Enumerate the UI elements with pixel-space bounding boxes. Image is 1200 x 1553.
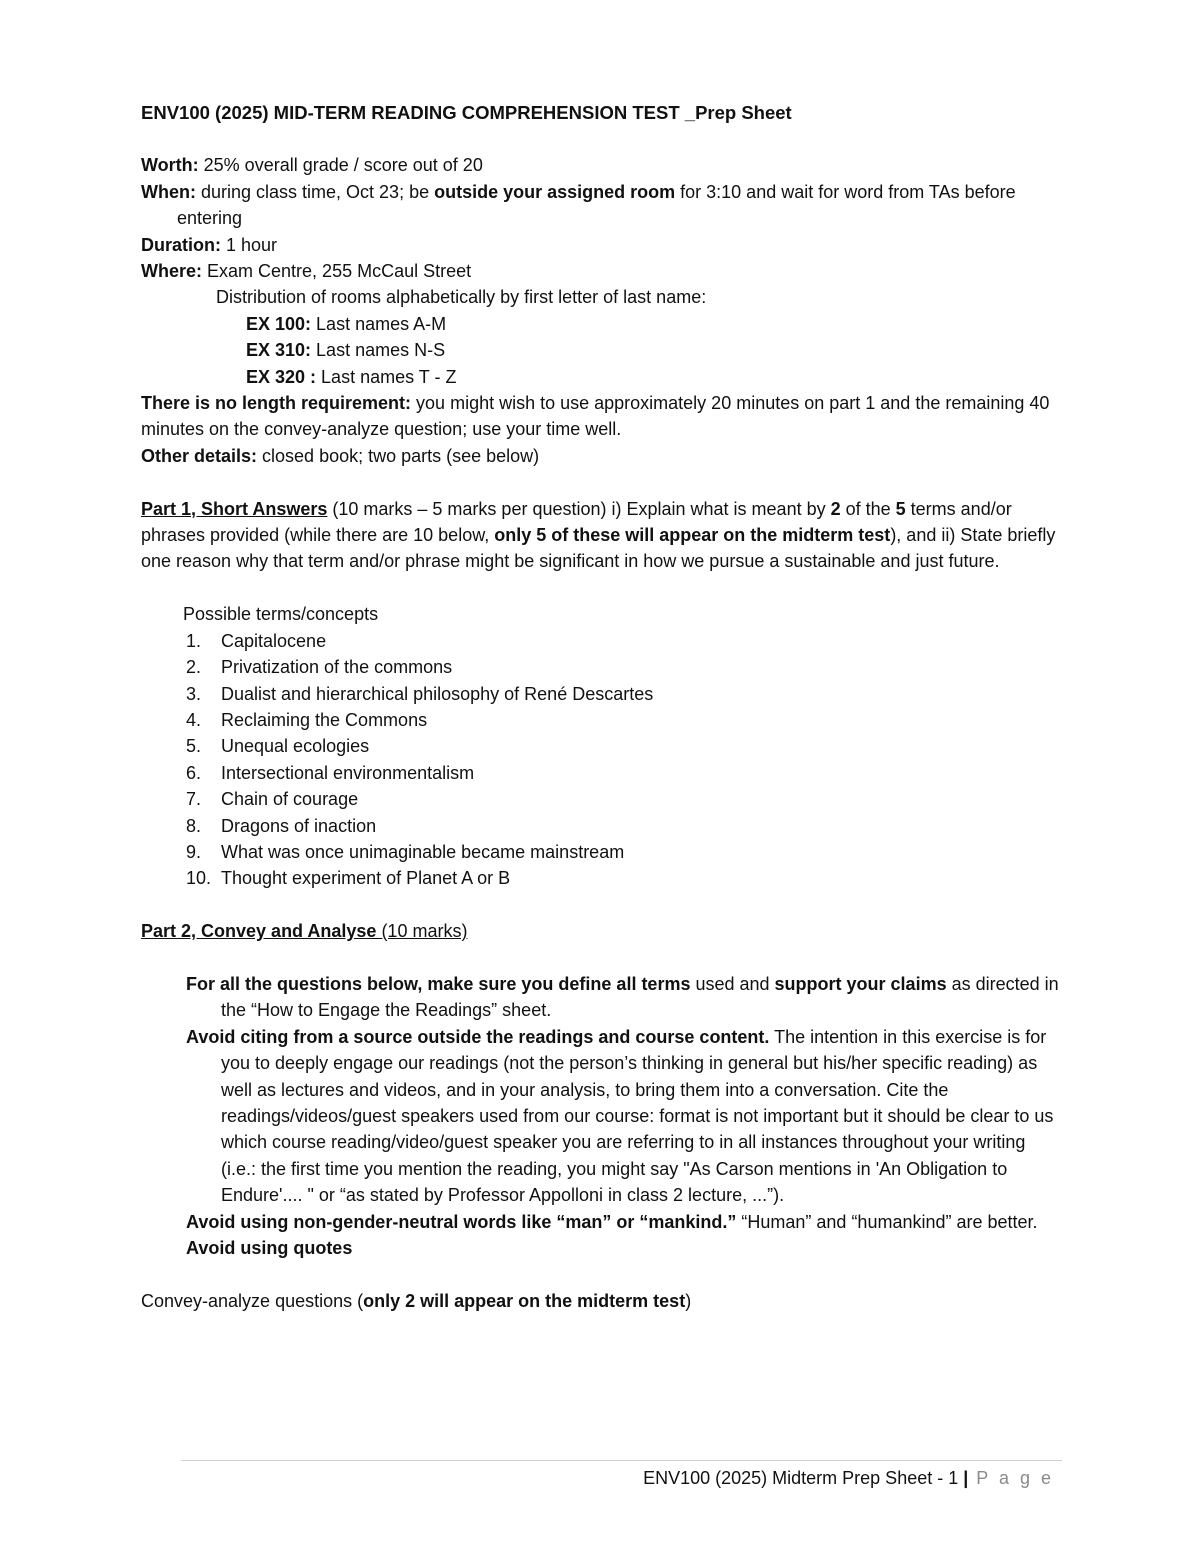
instruction-text: as directed in the “How to Engage the Readings” sheet. bbox=[221, 973, 1059, 1021]
list-item-text: Thought experiment of Planet A or B bbox=[221, 868, 511, 889]
list-item-text: Dualist and hierarchical philosophy of René Descartes bbox=[221, 683, 654, 704]
list-item-text: Privatization of the commons bbox=[221, 657, 453, 678]
spacer bbox=[141, 945, 1061, 971]
instruction-bold: Avoid using non-gender-neutral words like “man” or “mankind.” bbox=[186, 1211, 737, 1232]
other-details-line bbox=[141, 443, 1061, 469]
part1-bold-3: only 5 of these will appear on the midterm test bbox=[494, 525, 891, 546]
list-item-text: Unequal ecologies bbox=[221, 736, 370, 757]
convey-bold: only 2 will appear on the midterm test bbox=[363, 1290, 686, 1311]
when-bold: outside your assigned room bbox=[434, 181, 676, 202]
distribution-heading: Distribution of rooms alphabetically by first letter of last name: bbox=[216, 287, 707, 308]
convey-text-1: Convey-analyze questions ( bbox=[141, 1290, 364, 1311]
instruction-bold: Avoid using quotes bbox=[186, 1238, 353, 1258]
list-item-number: 1. bbox=[186, 630, 202, 651]
instruction-define-terms bbox=[141, 971, 1061, 1024]
part1-bold-2: 5 bbox=[895, 498, 906, 519]
list-item bbox=[141, 681, 1061, 707]
list-item-number: 3. bbox=[186, 683, 202, 704]
part1-heading: Part 1, Short Answers bbox=[141, 498, 328, 519]
document-body bbox=[141, 100, 1061, 1314]
when-label: When: bbox=[141, 181, 196, 202]
page-footer bbox=[643, 1465, 1054, 1491]
when-text-1: during class time, Oct 23; be bbox=[195, 181, 435, 202]
list-item-number: 4. bbox=[186, 709, 202, 730]
room-names: Last names T - Z bbox=[316, 366, 457, 387]
list-item bbox=[141, 707, 1061, 733]
room-assignment bbox=[141, 364, 1061, 390]
list-item-number: 2. bbox=[186, 657, 202, 678]
spacer bbox=[141, 892, 1061, 918]
terms-heading: Possible terms/concepts bbox=[183, 604, 379, 625]
convey-analyze-line bbox=[141, 1288, 1061, 1314]
list-item-number: 7. bbox=[186, 789, 202, 810]
list-item-text: Intersectional environmentalism bbox=[221, 762, 475, 783]
instruction-avoid-outside-sources bbox=[141, 1024, 1061, 1209]
part1-text-3: terms and/or phrases provided (while there are 10 below, bbox=[141, 498, 1012, 546]
part2-heading: Part 2, Convey and Analyse bbox=[141, 921, 377, 942]
list-item bbox=[141, 813, 1061, 839]
list-item-number: 6. bbox=[186, 762, 202, 783]
part1-paragraph bbox=[141, 496, 1061, 575]
part1-text-4: ), and ii) State briefly one reason why that term and/or phrase might be significant in how we pursue a sustainable and just future. bbox=[141, 525, 1056, 572]
spacer bbox=[141, 575, 1061, 601]
room-assignment bbox=[141, 337, 1061, 363]
list-item-text: What was once unimaginable became mainstream bbox=[221, 841, 625, 862]
room-assignment bbox=[141, 311, 1061, 337]
length-label: There is no length requirement: bbox=[141, 393, 412, 414]
footer-divider bbox=[181, 1460, 1062, 1461]
footer-text: ENV100 (2025) Midterm Prep Sheet - 1 bbox=[643, 1468, 964, 1488]
length-text: you might wish to use approximately 20 minutes on part 1 and the remaining 40 minutes on the convey-analyze question; use your time well. bbox=[141, 393, 1050, 440]
instruction-text: The intention in this exercise is for you to deeply engage our readings (not the person’s thinking in general but his/her specific reading) as well as lectures and videos, and in your analysis, to bring them into a conversation. Cite the readings/videos/guest speakers used from our course: format is not important but it should be clear to us which course reading/video/guest speaker you are referring to in all instances throughout your writing (i.e.: the first time you mention the reading, you might say "As Carson mentions in 'An Obligation to Endure'.... " or “as stated by Professor Appolloni in class 2 lecture, ...”). bbox=[221, 1026, 1054, 1206]
duration-line bbox=[141, 232, 1061, 258]
spacer bbox=[141, 469, 1061, 495]
when-text-2: for 3:10 and wait for word from TAs before entering bbox=[177, 181, 1016, 229]
list-item-number: 8. bbox=[186, 815, 202, 836]
instruction-bold: For all the questions below, make sure you define all terms bbox=[186, 973, 691, 994]
footer-page-label: P a g e bbox=[968, 1468, 1054, 1488]
list-item-number: 5. bbox=[186, 736, 202, 757]
when-line bbox=[141, 179, 1061, 232]
list-item-number: 10. bbox=[186, 868, 212, 889]
terms-list bbox=[141, 628, 1061, 892]
room-names: Last names N-S bbox=[311, 340, 446, 361]
where-label: Where: bbox=[141, 261, 203, 282]
list-item bbox=[141, 839, 1061, 865]
list-item-text: Dragons of inaction bbox=[221, 815, 377, 836]
room-names: Last names A-M bbox=[311, 313, 447, 334]
footer-separator: | bbox=[963, 1468, 969, 1488]
instruction-bold: support your claims bbox=[774, 973, 947, 994]
where-line bbox=[141, 258, 1061, 284]
duration-text: 1 hour bbox=[221, 234, 278, 255]
instruction-bold: Avoid citing from a source outside the readings and course content. bbox=[186, 1026, 770, 1047]
list-item bbox=[141, 760, 1061, 786]
instruction-gender-neutral bbox=[141, 1209, 1061, 1235]
spacer bbox=[141, 1261, 1061, 1287]
room-code: EX 310: bbox=[246, 340, 312, 361]
instruction-avoid-quotes bbox=[141, 1235, 1061, 1261]
list-item bbox=[141, 865, 1061, 891]
part1-text-1: (10 marks – 5 marks per question) i) Explain what is meant by bbox=[327, 498, 831, 519]
list-item bbox=[141, 654, 1061, 680]
list-item-number: 9. bbox=[186, 841, 202, 862]
document-title: ENV100 (2025) MID-TERM READING COMPREHENSION TEST _Prep Sheet bbox=[141, 102, 792, 123]
part2-heading-line bbox=[141, 918, 1061, 944]
length-line bbox=[141, 390, 1061, 443]
list-item bbox=[141, 733, 1061, 759]
duration-label: Duration: bbox=[141, 234, 221, 255]
list-item-text: Reclaiming the Commons bbox=[221, 709, 428, 730]
instruction-text: “Human” and “humankind” are better. bbox=[736, 1211, 1038, 1232]
worth-line bbox=[141, 152, 1061, 178]
convey-text-2: ) bbox=[685, 1290, 692, 1311]
part1-bold-1: 2 bbox=[830, 498, 841, 519]
room-code: EX 320 : bbox=[246, 366, 317, 387]
worth-text: 25% overall grade / score out of 20 bbox=[198, 155, 483, 176]
worth-label: Worth: bbox=[141, 155, 199, 176]
list-item bbox=[141, 786, 1061, 812]
where-text: Exam Centre, 255 McCaul Street bbox=[202, 261, 472, 282]
part2-marks: (10 marks) bbox=[376, 921, 468, 942]
instruction-text: used and bbox=[690, 973, 775, 994]
room-code: EX 100: bbox=[246, 313, 312, 334]
other-details-text: closed book; two parts (see below) bbox=[257, 445, 540, 466]
list-item bbox=[141, 628, 1061, 654]
part1-text-2: of the bbox=[840, 498, 896, 519]
list-item-text: Capitalocene bbox=[221, 630, 327, 651]
other-details-label: Other details: bbox=[141, 445, 258, 466]
list-item-text: Chain of courage bbox=[221, 789, 359, 810]
